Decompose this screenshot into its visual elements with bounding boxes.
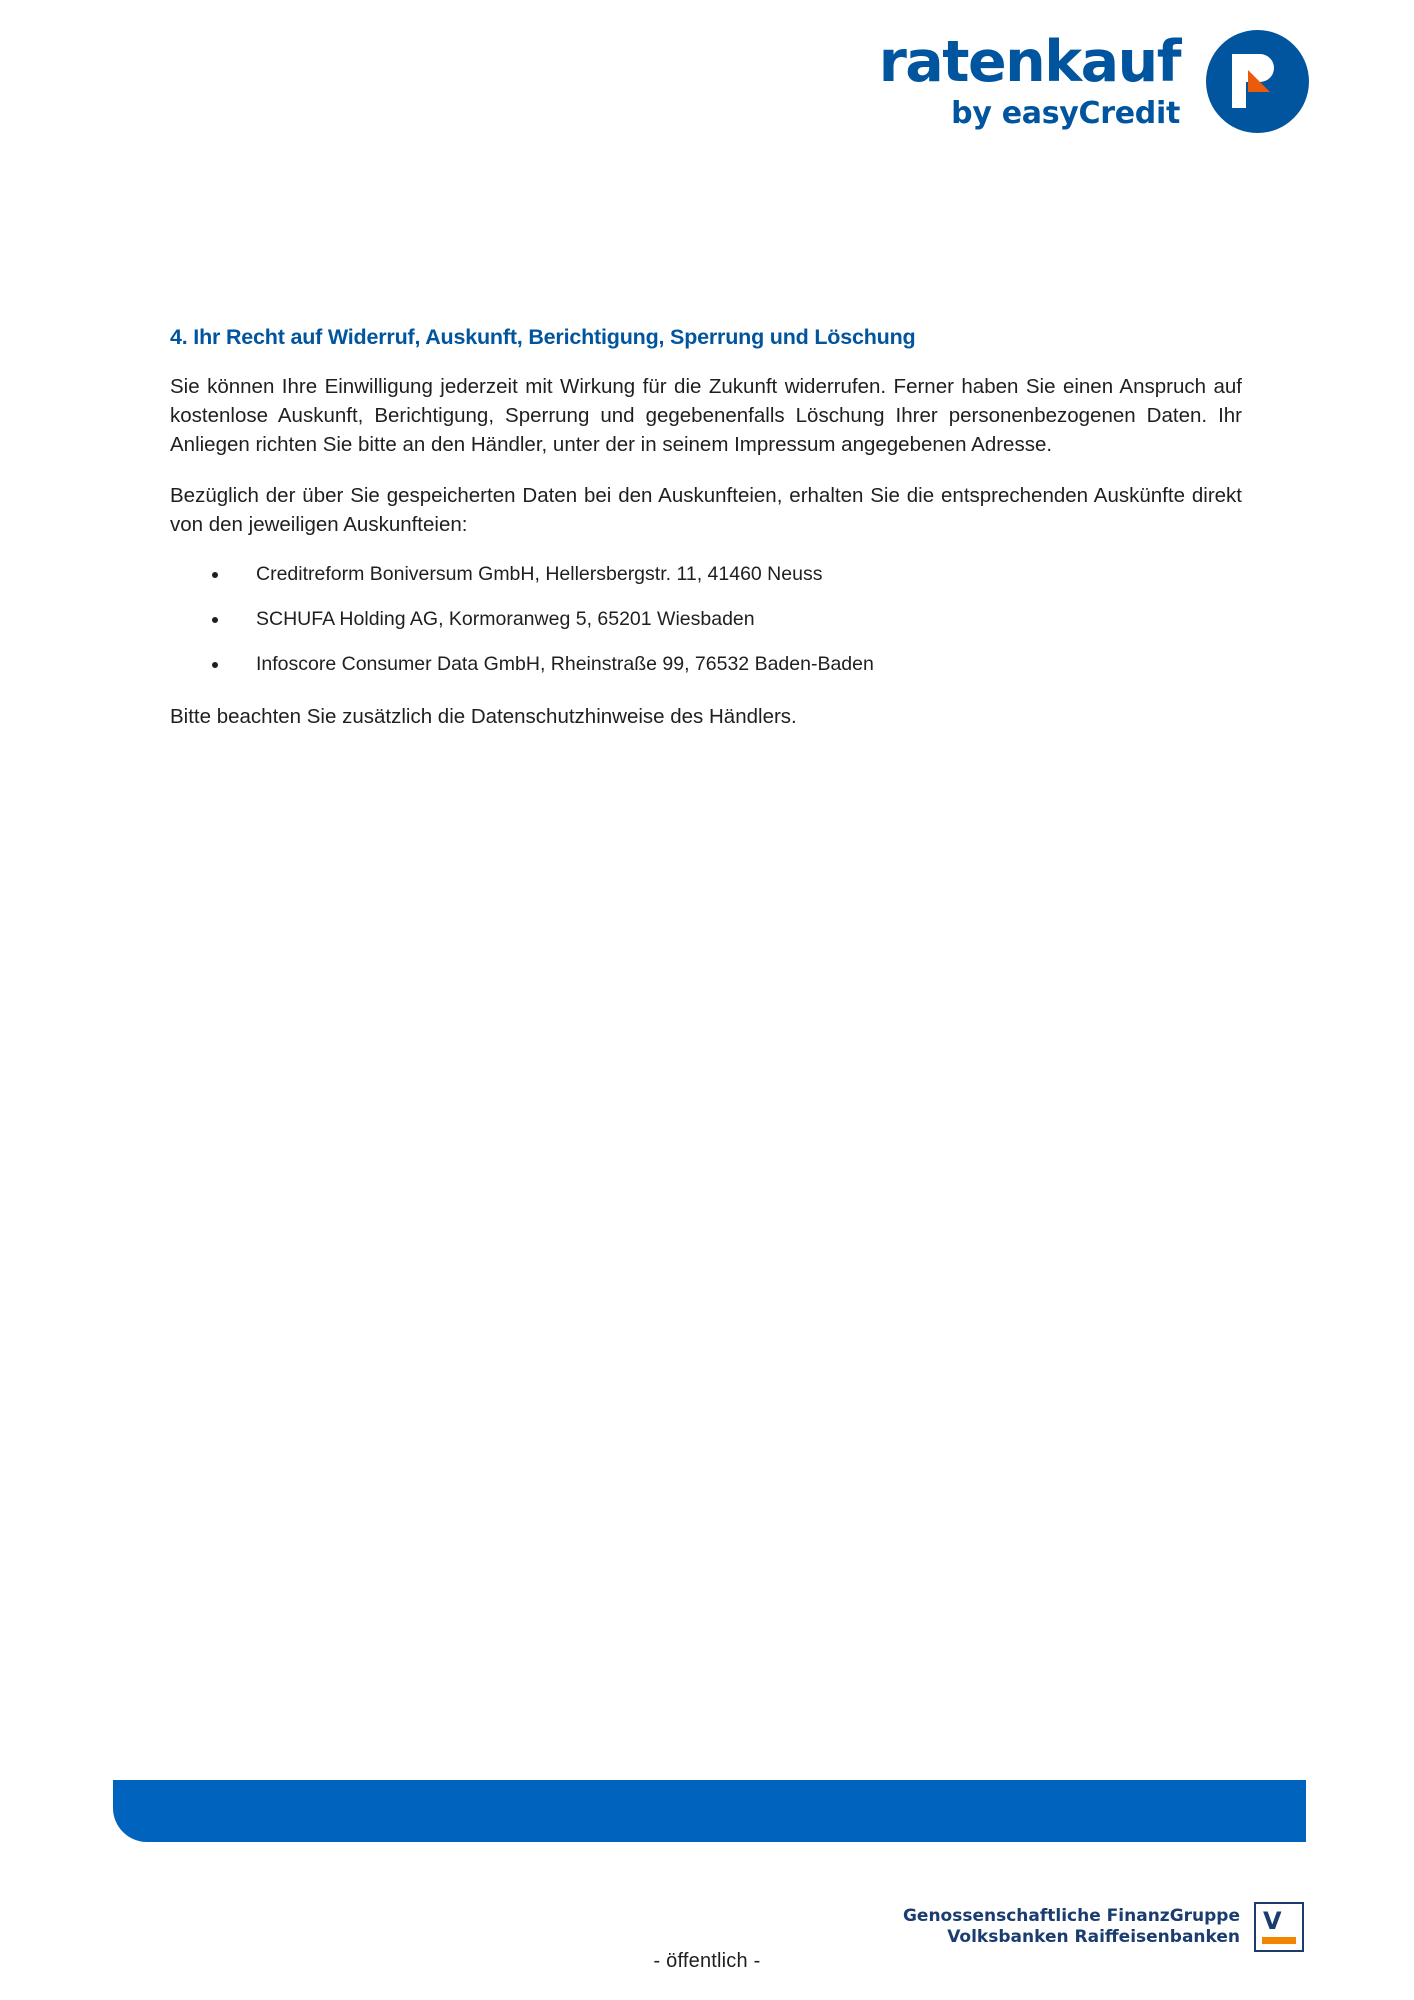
footer-brand-line-2: Volksbanken Raiffeisenbanken — [947, 1927, 1240, 1947]
page-title: 4. Ihr Recht auf Widerruf, Auskunft, Berichtigung, Sperrung und Löschung — [170, 325, 916, 349]
list-item: Creditreform Boniversum GmbH, Hellersbergstr. 11, 41460 Neuss — [170, 562, 1242, 587]
footer-color-bar — [113, 1780, 1306, 1842]
vr-logo-letter: V — [1263, 1907, 1282, 1935]
agency-list-block — [170, 562, 1242, 678]
brand-name: ratenkauf — [878, 29, 1180, 95]
brand-tagline: by easyCredit — [951, 96, 1180, 131]
document-header — [879, 30, 1309, 133]
vr-logo-bar — [1262, 1937, 1296, 1944]
footer-brand — [903, 1902, 1304, 1952]
footer-brand-line-1: Genossenschaftliche FinanzGruppe — [902, 1905, 1240, 1926]
paragraph-merchant-privacy-note: Bitte beachten Sie zusätzlich die Datenschutzhinweise des Händlers. — [170, 704, 797, 728]
paragraph-rights: Sie können Ihre Einwilligung jederzeit mit Wirkung für die Zukunft widerrufen. Ferner haben Sie einen Anspruch auf kostenlose Auskunft, Berichtigung, Sperrung und gegebenenfalls Löschung Ihrer personenbezogenen Daten. Ihr Anliegen richten Sie bitte an den Händler, unter der in seinem Impressum angegebenen Adresse. — [170, 375, 1242, 457]
footer-brand-text — [903, 1906, 1240, 1949]
list-item: Infoscore Consumer Data GmbH, Rheinstraße 99, 76532 Baden-Baden — [170, 652, 1242, 677]
vr-bank-logo-icon — [1254, 1902, 1304, 1952]
brand-logo-text — [878, 29, 1180, 131]
list-item: SCHUFA Holding AG, Kormoranweg 5, 65201 Wiesbaden — [170, 607, 1242, 632]
credit-agency-list — [170, 562, 1242, 678]
document-classification: - öffentlich - — [653, 1950, 761, 1972]
ratenkauf-circle-logo-icon — [1206, 30, 1309, 133]
document-body — [170, 325, 1242, 731]
paragraph-agencies-intro: Bezüglich der über Sie gespeicherten Daten bei den Auskunfteien, erhalten Sie die entsprechenden Auskünfte direkt von den jeweiligen Auskunfteien: — [170, 484, 1242, 537]
